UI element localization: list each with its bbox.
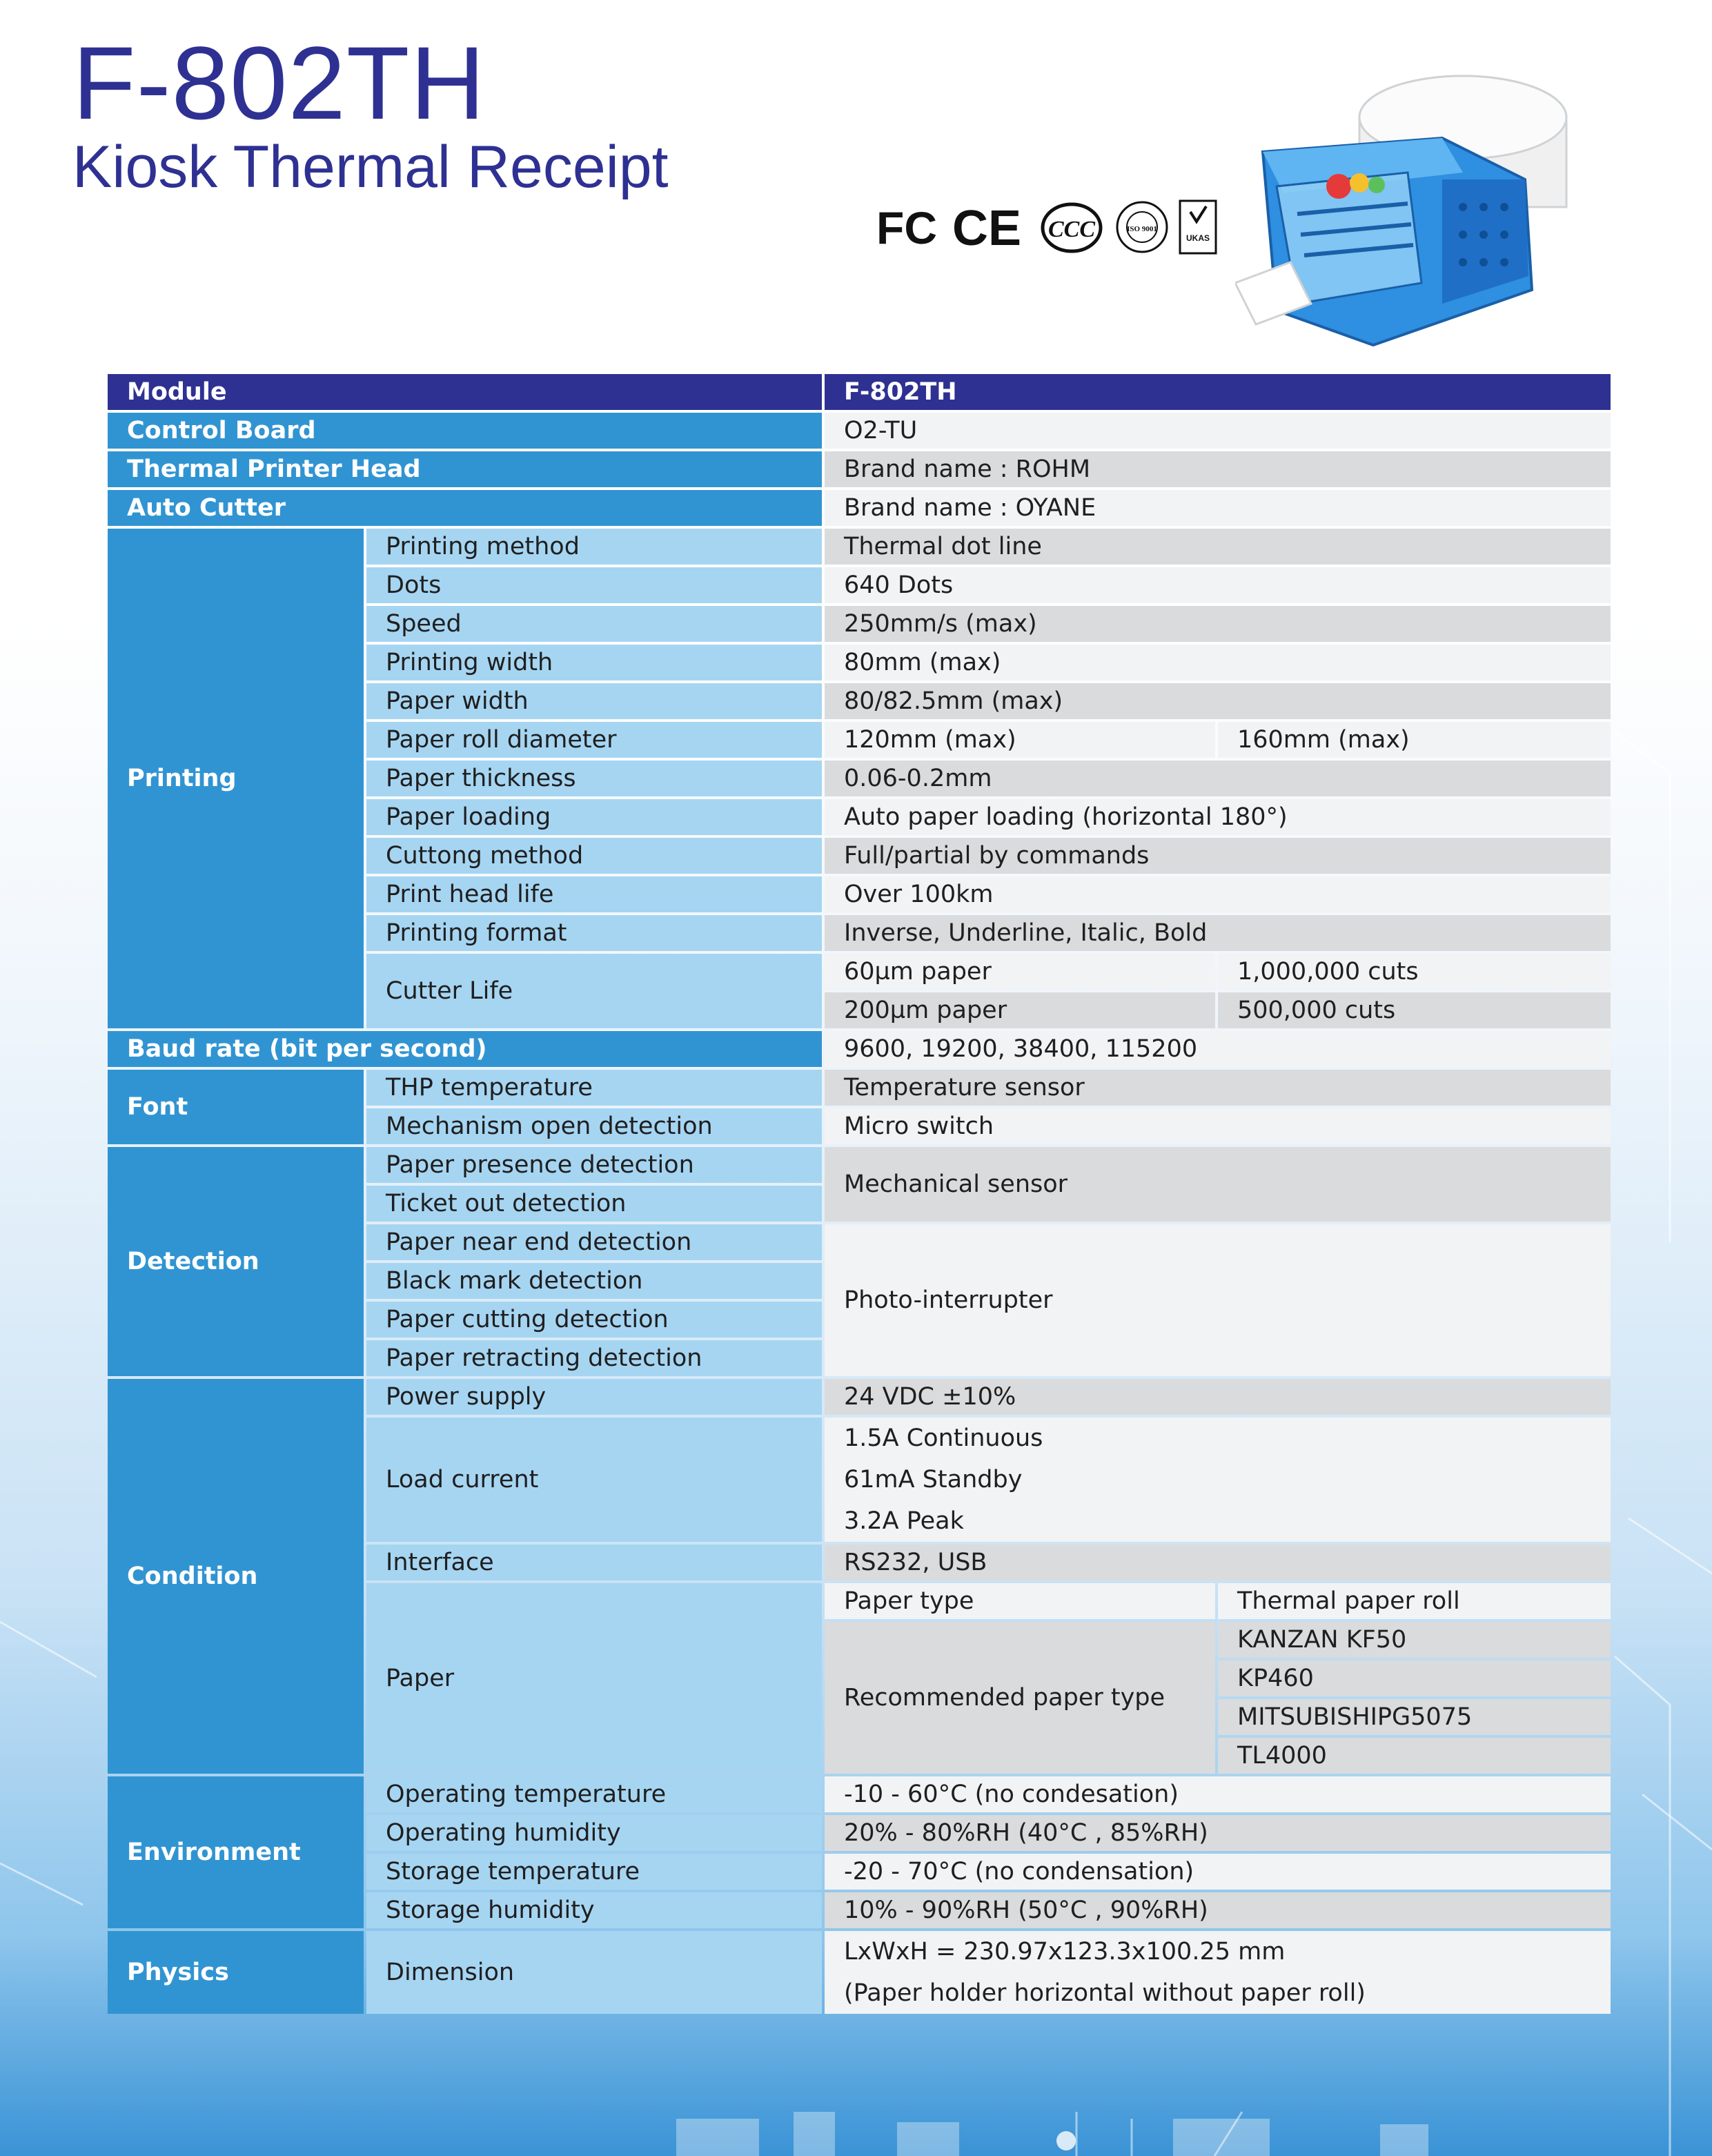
cutter-life-paper: 60µm paper <box>825 954 1215 990</box>
spec-value: 640 Dots <box>825 567 1611 603</box>
spec-label-paper: Paper <box>366 1583 822 1774</box>
fcc-logo-text: FC <box>876 202 937 253</box>
recommended-paper-item: TL4000 <box>1218 1738 1611 1774</box>
paper-type-label: Paper type <box>825 1583 1215 1619</box>
spec-label: Paper presence detection <box>366 1147 822 1183</box>
module-header-label: Module <box>108 374 822 410</box>
ccc-logo <box>1043 204 1101 251</box>
printer-product-image <box>1235 55 1594 352</box>
spec-value: 9600, 19200, 38400, 115200 <box>825 1031 1611 1067</box>
spec-label: Paper width <box>366 683 822 719</box>
recommended-paper-label: Recommended paper type <box>825 1622 1215 1774</box>
paper-type-value: Thermal paper roll <box>1218 1583 1611 1619</box>
category-control-board: Control Board <box>108 413 822 449</box>
certification-logos <box>876 197 1221 259</box>
spec-label: Ticket out detection <box>366 1186 822 1222</box>
spec-value: Inverse, Underline, Italic, Bold <box>825 915 1611 951</box>
iso-logo-text: ISO 9001 <box>1127 225 1157 233</box>
spec-label: Paper near end detection <box>366 1224 822 1260</box>
spec-label: Storage humidity <box>366 1892 822 1928</box>
dimension-line: (Paper holder horizontal without paper roll) <box>844 1979 1366 2007</box>
ccc-logo-text: CCC <box>1047 217 1096 242</box>
recommended-paper-list <box>1218 1622 1611 1774</box>
ce-logo <box>952 201 1021 256</box>
table-row <box>108 1147 1611 1183</box>
load-current-values <box>825 1418 1611 1542</box>
product-model-title: F-802TH <box>72 25 486 141</box>
spec-value: 80/82.5mm (max) <box>825 683 1611 719</box>
spec-label: THP temperature <box>366 1070 822 1106</box>
spec-label-cutter-life: Cutter Life <box>366 954 822 1028</box>
table-row <box>108 413 1611 449</box>
spec-value: Brand name : ROHM <box>825 451 1611 487</box>
table-row <box>108 490 1611 526</box>
spec-label: Operating humidity <box>366 1815 822 1851</box>
load-current-line: 61mA Standby <box>844 1466 1023 1493</box>
recommended-paper-item: KANZAN KF50 <box>1218 1622 1611 1658</box>
recommended-paper-item: KP460 <box>1218 1660 1611 1696</box>
spec-value: 24 VDC ±10% <box>825 1379 1611 1415</box>
spec-label: Interface <box>366 1545 822 1580</box>
product-subtitle: Kiosk Thermal Receipt <box>72 134 669 200</box>
category-auto-cutter: Auto Cutter <box>108 490 822 526</box>
iso-9001-logo <box>1117 202 1167 252</box>
spec-label: Dots <box>366 567 822 603</box>
spec-value: 250mm/s (max) <box>825 606 1611 642</box>
spec-label: Print head life <box>366 876 822 912</box>
category-font: Font <box>108 1070 364 1144</box>
spec-label: Paper cutting detection <box>366 1302 822 1337</box>
ukas-logo-text: UKAS <box>1185 233 1210 243</box>
spec-value: -20 - 70°C (no condensation) <box>825 1854 1611 1890</box>
spec-label: Printing width <box>366 645 822 680</box>
spec-value: 20% - 80%RH (40°C , 85%RH) <box>825 1815 1611 1851</box>
specification-table <box>105 371 1613 2017</box>
table-row <box>108 1931 1611 2014</box>
spec-value: Temperature sensor <box>825 1070 1611 1106</box>
spec-label: Printing format <box>366 915 822 951</box>
spec-value: Micro switch <box>825 1108 1611 1144</box>
dimension-values <box>825 1931 1611 2014</box>
category-condition: Condition <box>108 1379 364 1774</box>
spec-label: Paper loading <box>366 799 822 835</box>
table-row <box>108 451 1611 487</box>
spec-label: Mechanism open detection <box>366 1108 822 1144</box>
dimension-line: LxWxH = 230.97x123.3x100.25 mm <box>844 1938 1286 1966</box>
table-row <box>108 1379 1611 1415</box>
spec-label: Paper retracting detection <box>366 1340 822 1376</box>
ukas-logo <box>1180 201 1216 253</box>
recommended-paper-item: MITSUBISHIPG5075 <box>1218 1699 1611 1735</box>
fcc-logo <box>876 202 937 253</box>
spec-value: Photo-interrupter <box>825 1224 1611 1376</box>
spec-label: Paper thickness <box>366 761 822 796</box>
spec-label: Speed <box>366 606 822 642</box>
cutter-life-cuts: 1,000,000 cuts <box>1218 954 1611 990</box>
spec-value-secondary: 160mm (max) <box>1218 722 1611 758</box>
table-header-row <box>108 374 1611 410</box>
spec-value: RS232, USB <box>825 1545 1611 1580</box>
category-detection: Detection <box>108 1147 364 1376</box>
spec-value: 80mm (max) <box>825 645 1611 680</box>
spec-label: Load current <box>366 1418 822 1542</box>
spec-label: Dimension <box>366 1931 822 2014</box>
category-printing: Printing <box>108 529 364 1028</box>
spec-value: 0.06-0.2mm <box>825 761 1611 796</box>
module-header-value: F-802TH <box>825 374 1611 410</box>
table-row <box>108 1776 1611 1812</box>
spec-value: -10 - 60°C (no condesation) <box>825 1776 1611 1812</box>
ce-logo-text: CE <box>952 201 1022 256</box>
load-current-line: 3.2A Peak <box>844 1507 964 1535</box>
spec-value: Mechanical sensor <box>825 1147 1611 1222</box>
category-physics: Physics <box>108 1931 364 2014</box>
spec-label: Cuttong method <box>366 838 822 874</box>
cutter-life-paper: 200µm paper <box>825 992 1215 1028</box>
spec-value: Thermal dot line <box>825 529 1611 565</box>
spec-value: Over 100km <box>825 876 1611 912</box>
spec-label: Power supply <box>366 1379 822 1415</box>
spec-value: O2-TU <box>825 413 1611 449</box>
spec-label: Black mark detection <box>366 1263 822 1299</box>
spec-value: 10% - 90%RH (50°C , 90%RH) <box>825 1892 1611 1928</box>
spec-label: Paper roll diameter <box>366 722 822 758</box>
table-row <box>108 529 1611 565</box>
spec-label: Operating temperature <box>366 1776 822 1812</box>
cutter-life-cuts: 500,000 cuts <box>1218 992 1611 1028</box>
spec-value: Brand name : OYANE <box>825 490 1611 526</box>
spec-label: Printing method <box>366 529 822 565</box>
table-row <box>108 1070 1611 1106</box>
spec-value: Full/partial by commands <box>825 838 1611 874</box>
table-row <box>108 1031 1611 1067</box>
spec-label: Storage temperature <box>366 1854 822 1890</box>
load-current-line: 1.5A Continuous <box>844 1424 1043 1452</box>
spec-value: Auto paper loading (horizontal 180°) <box>825 799 1611 835</box>
spec-value: 120mm (max) <box>825 722 1215 758</box>
category-thermal-printer-head: Thermal Printer Head <box>108 451 822 487</box>
category-environment: Environment <box>108 1776 364 1928</box>
category-baud-rate: Baud rate (bit per second) <box>108 1031 822 1067</box>
